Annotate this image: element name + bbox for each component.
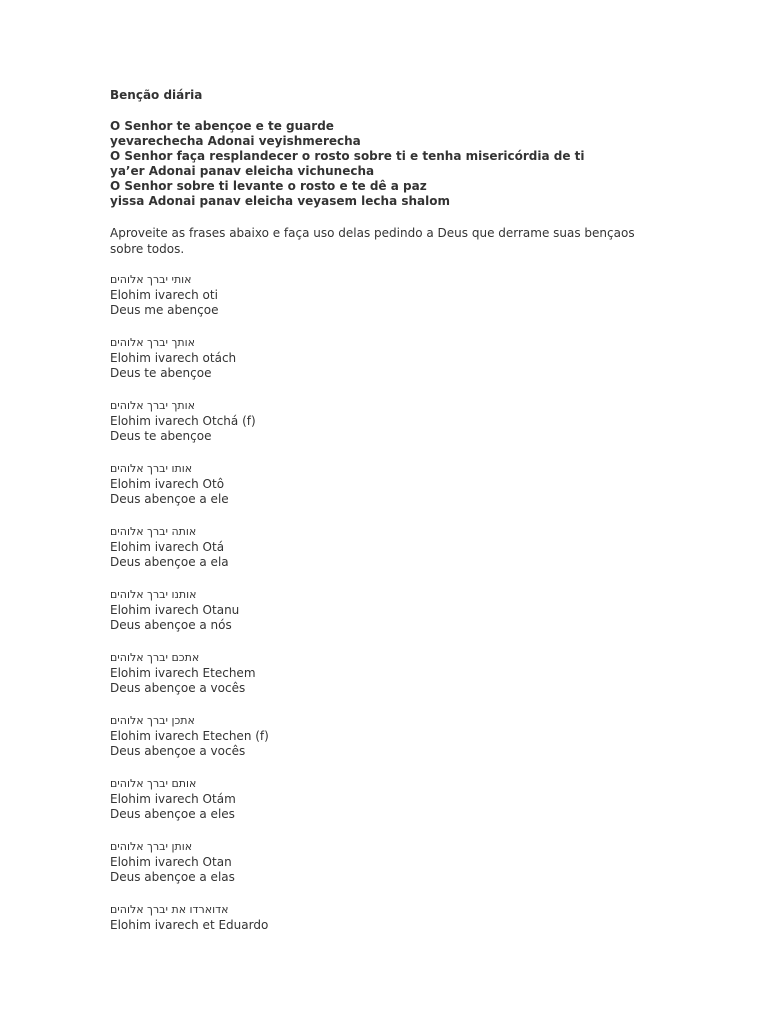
blessing-entry: [110, 650, 670, 697]
transliteration-text: Elohim ivarech Otchá (f): [110, 413, 256, 428]
translation-text: Deus abençoe a ela: [110, 555, 229, 570]
transliteration-text: Elohim ivarech Otô: [110, 476, 225, 491]
transliteration-text: Elohim ivarech otách: [110, 350, 237, 365]
blessing-line: O Senhor sobre ti levante o rosto e te dê a paz: [110, 179, 427, 193]
transliteration-text: Elohim ivarech Otan: [110, 854, 232, 869]
translation-text: Deus abençoe a nós: [110, 618, 232, 633]
blessing-entry: [110, 524, 670, 571]
blessing-entry: [110, 272, 670, 319]
hebrew-text: אותנו יברך אלוהים: [110, 588, 197, 602]
blessing-entry: [110, 461, 670, 508]
blessing-entry: [110, 587, 670, 634]
transliteration-text: Elohim ivarech Otá: [110, 539, 225, 554]
document-title: Benção diária: [110, 88, 203, 102]
hebrew-text: אותי יברך אלוהים: [110, 273, 192, 286]
translation-text: Deus abençoe a elas: [110, 870, 235, 885]
transliteration-text: Elohim ivarech et Eduardo: [110, 917, 269, 932]
translation-text: Deus abençoe a eles: [110, 807, 235, 822]
blessing-line: yissa Adonai panav eleicha veyasem lecha shalom: [110, 194, 450, 208]
blessing-entry: [110, 776, 670, 823]
hebrew-text: אתכן יברך אלוהים: [110, 714, 195, 728]
translation-text: Deus te abençoe: [110, 366, 212, 381]
blessing-entry: [110, 839, 670, 886]
transliteration-text: Elohim ivarech Otanu: [110, 602, 240, 617]
blessing-entry: [110, 902, 670, 933]
intro-paragraph: Aproveite as frases abaixo e faça uso delas pedindo a Deus que derrame suas bençaos sobre todos.: [110, 226, 635, 256]
hebrew-text: אותה יברך אלוהים: [110, 525, 197, 539]
transliteration-text: Elohim ivarech Etechem: [110, 665, 256, 680]
hebrew-text: אותך יברך אלוהים: [110, 336, 195, 350]
hebrew-text: אתכם יברך אלוהים: [110, 651, 200, 665]
hebrew-text: אותך יברך אלוהים: [110, 399, 195, 413]
transliteration-text: Elohim ivarech oti: [110, 287, 218, 302]
blessing-line: ya’er Adonai panav eleicha vichunecha: [110, 164, 375, 178]
blessing-line: O Senhor faça resplandecer o rosto sobre ti e tenha misericórdia de ti: [110, 149, 585, 163]
blessing-entry: [110, 335, 670, 382]
hebrew-text: אותן יברך אלוהים: [110, 840, 193, 854]
hebrew-text: אדוארדו את יברך אלוהים: [110, 903, 229, 917]
translation-text: Deus abençoe a vocês: [110, 744, 246, 759]
blessing-entry: [110, 398, 670, 445]
translation-text: Deus abençoe a ele: [110, 492, 229, 507]
translation-text: Deus abençoe a vocês: [110, 681, 246, 696]
priestly-blessing: [110, 119, 670, 209]
transliteration-text: Elohim ivarech Otám: [110, 791, 236, 806]
blessing-entry: [110, 713, 670, 760]
blessing-line: yevarechecha Adonai veyishmerecha: [110, 134, 361, 148]
hebrew-text: אותם יברך אלוהים: [110, 777, 197, 791]
translation-text: Deus me abençoe: [110, 303, 219, 318]
translation-text: Deus te abençoe: [110, 429, 212, 444]
hebrew-text: אותו יברך אלוהים: [110, 462, 193, 476]
document-page: [110, 87, 670, 950]
transliteration-text: Elohim ivarech Etechen (f): [110, 728, 269, 743]
blessing-line: O Senhor te abençoe e te guarde: [110, 119, 334, 133]
